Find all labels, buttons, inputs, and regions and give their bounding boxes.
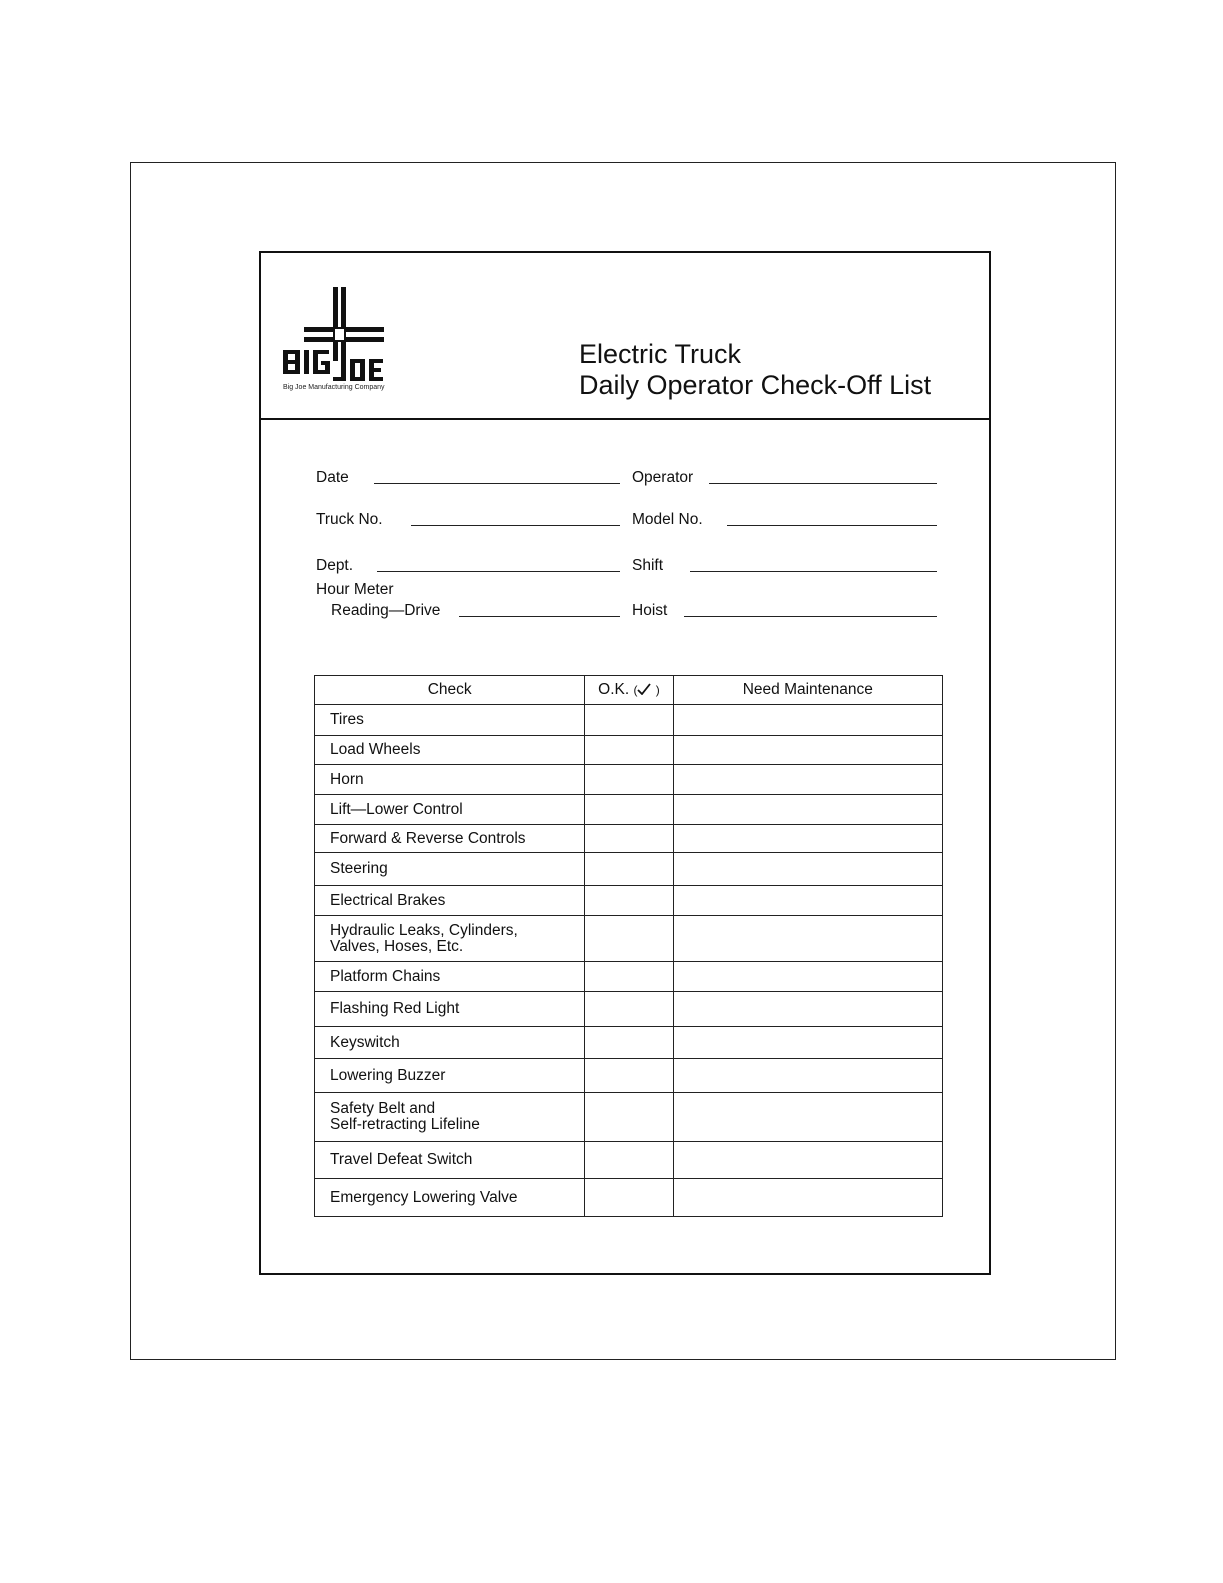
check-item-label: Flashing Red Light: [330, 1000, 460, 1017]
check-item-cell: [315, 765, 585, 795]
table-row: [315, 705, 943, 736]
form-title: [579, 339, 931, 401]
check-item-label: Hydraulic Leaks, Cylinders,: [330, 921, 518, 939]
ok-checkbox-cell[interactable]: [585, 1179, 673, 1217]
reading-drive-label: Reading—Drive: [331, 602, 441, 619]
dept-line[interactable]: [377, 571, 620, 572]
check-item-cell: [315, 1142, 585, 1179]
shift-line[interactable]: [690, 571, 937, 572]
need-maintenance-cell[interactable]: [673, 825, 942, 853]
table-row: [315, 1027, 943, 1059]
check-item-label: Valves, Hoses, Etc.: [330, 937, 464, 955]
ok-checkbox-cell[interactable]: [585, 962, 673, 992]
table-row: [315, 1179, 943, 1217]
table-row: [315, 765, 943, 795]
need-maintenance-cell[interactable]: [673, 765, 942, 795]
ok-checkbox-cell[interactable]: [585, 825, 673, 853]
check-item-label: Forward & Reverse Controls: [330, 829, 526, 847]
operator-label: Operator: [632, 469, 694, 486]
check-item-label: Horn: [330, 770, 364, 788]
hour-meter-label: Hour Meter: [316, 581, 394, 598]
check-mark-icon: [637, 683, 651, 695]
ok-label: O.K.: [598, 681, 630, 698]
hoist-field[interactable]: [632, 598, 937, 622]
check-item-cell: [315, 825, 585, 853]
ok-paren-close: ): [655, 683, 660, 697]
check-item-cell: [315, 916, 585, 962]
ok-checkbox-cell[interactable]: [585, 916, 673, 962]
check-item-label: Lowering Buzzer: [330, 1066, 446, 1084]
dept-field[interactable]: [316, 553, 620, 577]
table-row: [315, 886, 943, 916]
table-row: [315, 795, 943, 825]
table-row: [315, 853, 943, 886]
need-maintenance-cell[interactable]: [673, 853, 942, 886]
model-no-label: Model No.: [632, 511, 703, 528]
table-row: [315, 736, 943, 765]
need-maintenance-cell[interactable]: [673, 1179, 942, 1217]
ok-checkbox-cell[interactable]: [585, 1027, 673, 1059]
truck-no-label: Truck No.: [316, 511, 383, 528]
title-line-2: Daily Operator Check-Off List: [579, 370, 932, 400]
ok-checkbox-cell[interactable]: [585, 992, 673, 1027]
ok-checkbox-cell[interactable]: [585, 853, 673, 886]
check-item-label: Keyswitch: [330, 1033, 400, 1051]
check-item-cell: [315, 1179, 585, 1217]
check-column-header: Check: [315, 676, 585, 705]
reading-drive-line[interactable]: [459, 616, 620, 617]
ok-checkbox-cell[interactable]: [585, 1093, 673, 1142]
need-maintenance-cell[interactable]: [673, 1093, 942, 1142]
check-item-cell: [315, 853, 585, 886]
need-maintenance-cell[interactable]: [673, 886, 942, 916]
ok-checkbox-cell[interactable]: [585, 765, 673, 795]
header-divider: [261, 418, 989, 420]
need-maintenance-cell[interactable]: [673, 1027, 942, 1059]
shift-field[interactable]: [632, 553, 937, 577]
need-maintenance-cell[interactable]: [673, 992, 942, 1027]
model-no-line[interactable]: [727, 525, 937, 526]
date-label: Date: [316, 469, 349, 486]
check-item-label: Emergency Lowering Valve: [330, 1188, 518, 1206]
operator-line[interactable]: [709, 483, 937, 484]
title-line-1: Electric Truck: [579, 339, 742, 369]
reading-drive-field[interactable]: [331, 598, 620, 622]
check-item-label: Electrical Brakes: [330, 891, 446, 909]
ok-checkbox-cell[interactable]: [585, 1059, 673, 1093]
operator-field[interactable]: [632, 465, 937, 489]
big-joe-logo: [281, 287, 391, 397]
dept-label: Dept.: [316, 557, 354, 574]
check-item-label: Tires: [330, 711, 364, 728]
need-maintenance-cell[interactable]: [673, 962, 942, 992]
date-field[interactable]: [316, 465, 620, 489]
check-item-cell: [315, 1093, 585, 1142]
ok-checkbox-cell[interactable]: [585, 795, 673, 825]
need-maintenance-column-header: Need Maintenance: [673, 676, 942, 705]
model-no-field[interactable]: [632, 507, 937, 531]
table-row: [315, 1059, 943, 1093]
check-item-cell: [315, 705, 585, 736]
check-item-label: Load Wheels: [330, 741, 421, 758]
check-item-label: Platform Chains: [330, 967, 441, 985]
checklist-form: [259, 251, 991, 1275]
ok-checkbox-cell[interactable]: [585, 736, 673, 765]
check-item-cell: [315, 795, 585, 825]
check-item-cell: [315, 992, 585, 1027]
hoist-label: Hoist: [632, 602, 668, 619]
check-item-cell: [315, 962, 585, 992]
ok-checkbox-cell[interactable]: [585, 886, 673, 916]
need-maintenance-cell[interactable]: [673, 916, 942, 962]
check-item-cell: [315, 886, 585, 916]
need-maintenance-cell[interactable]: [673, 736, 942, 765]
table-row: [315, 992, 943, 1027]
ok-checkbox-cell[interactable]: [585, 705, 673, 736]
hoist-line[interactable]: [684, 616, 937, 617]
check-item-label: Safety Belt and: [330, 1100, 436, 1117]
check-item-cell: [315, 736, 585, 765]
company-name: Big Joe Manufacturing Company: [283, 384, 385, 391]
check-item-label: Lift—Lower Control: [330, 800, 463, 818]
check-item-cell: [315, 1027, 585, 1059]
check-item-cell: [315, 1059, 585, 1093]
truck-no-field[interactable]: [316, 507, 620, 531]
checklist-rows: [315, 705, 943, 1217]
table-row: [315, 962, 943, 992]
check-item-label: Self-retracting Lifeline: [330, 1116, 480, 1133]
ok-column-header: [585, 676, 673, 705]
need-maintenance-cell[interactable]: [673, 1142, 942, 1179]
need-maintenance-cell[interactable]: [673, 1059, 942, 1093]
table-row: [315, 1142, 943, 1179]
truck-no-line[interactable]: [411, 525, 620, 526]
shift-label: Shift: [632, 557, 664, 574]
table-row: [315, 825, 943, 853]
need-maintenance-cell[interactable]: [673, 795, 942, 825]
need-maintenance-cell[interactable]: [673, 705, 942, 736]
checklist-table: [314, 675, 943, 1217]
check-item-label: Steering: [330, 860, 388, 877]
date-line[interactable]: [374, 483, 620, 484]
table-row: [315, 916, 943, 962]
table-row: [315, 1093, 943, 1142]
ok-paren-open: (: [633, 683, 638, 697]
ok-checkbox-cell[interactable]: [585, 1142, 673, 1179]
table-header-row: [315, 676, 943, 705]
check-item-label: Travel Defeat Switch: [330, 1151, 473, 1168]
